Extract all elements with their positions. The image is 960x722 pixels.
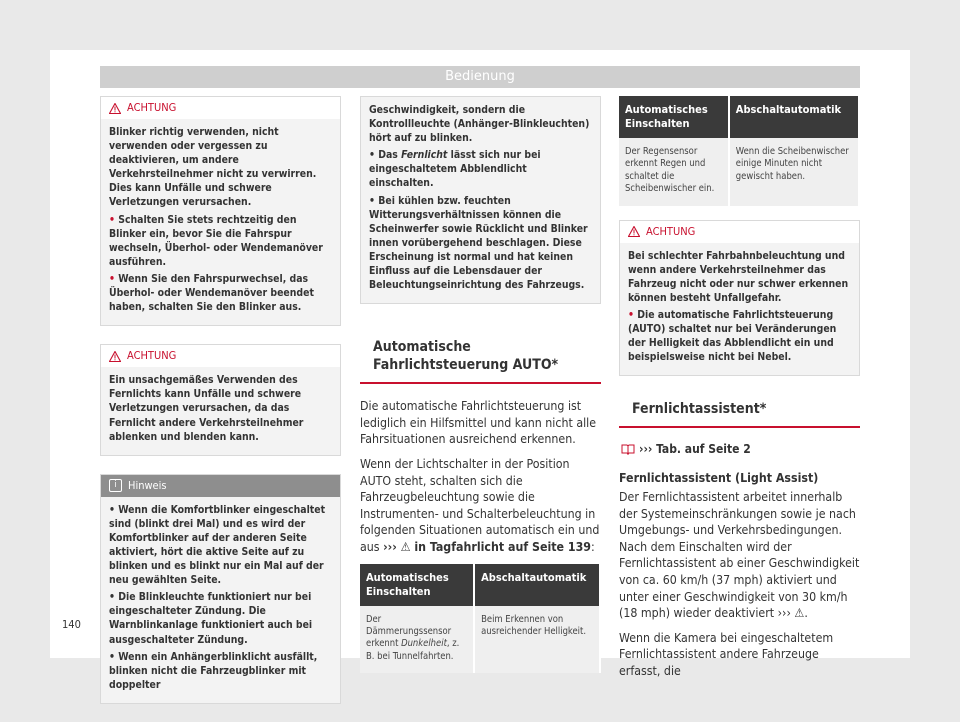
paragraph: Der Fernlichtassistent arbeitet innerhalb der Systemeinschränkungen sowie je nach Umgebungs- und Verkehrsbedingungen. Nach dem Einschalten wird der Fernlichtassistent ab einer Geschwindigkeit von ca. 60 km/h (37 mph) aktiviert und unter einer Geschwindigkeit von 30 km/h (18 mph) wieder deaktiviert ››› ⚠. [619,489,860,621]
warning-header [101,345,340,367]
warning-triangle-icon [109,103,121,114]
bullet-icon: • [628,309,638,321]
tab-link-text[interactable]: ››› Tab. auf Seite 2 [639,442,751,457]
bullet-text: Das [378,149,402,162]
warning-text: Ein unsachgemäßes Verwenden des Fernlichts kann Unfälle und schwere Verletzungen verursachen, da das Fernlicht andere Verkehrsteilnehmer ablenken und blenden kann. [109,374,304,443]
table-header: Automatisches Einschalten [619,96,729,138]
cell-text: Der Dämmerungssensor erkennt [366,613,452,650]
warning-header [101,97,340,119]
info-label: Hinweis [128,478,167,492]
column-3 [619,96,860,688]
warning-box-turn-signal [100,96,341,326]
warning-triangle-icon [628,226,640,237]
cell-text: , z. B. bei Tunnelfahrten. [366,638,460,662]
warning-intro: Bei schlechter Fahrbahnbeleuchtung und wenn andere Verkehrsteilnehmer das Fahrzeug nicht oder nur schwer erkennen können besteht Unfallgefahr. [628,249,849,304]
table-header: Automatisches Einschalten [360,564,474,606]
bullet-text: Die automatische Fahrlichtsteuerung (AUTO) schaltet nur bei Veränderungen der Helligkeit das Abblendlicht ein und beispielsweise nicht bei Nebel. [628,309,837,364]
info-bullet: • Wenn ein Anhängerblinklicht ausfällt, blinken nicht die Fahrzeugblinker mit doppelter [109,650,318,691]
bullet-text: Wenn Sie den Fahrspurwechsel, das Überhol- oder Wendemanöver beendet haben, schalten Sie den Blinker aus. [109,272,314,314]
warning-label: ACHTUNG [646,224,696,238]
warning-box-high-beam [100,344,341,455]
bullet-text: Wenn die Komfortblinker eingeschaltet sind (blinkt drei Mal) und es wird der Komfortblinker auf der anderen Seite aktiviert, hört die aktive Seite auf zu blinken und es blinkt nur ein Mal auf der neu gewählten Seite. [109,503,326,587]
warning-intro: Blinker richtig verwenden, nicht verwenden oder vergessen zu deaktivieren, um andere Verkehrsteilnehmer nicht zu verwirren. Dies kann Unfälle und schwere Verletzungen verursachen. [109,126,317,209]
emphasis: Fernlicht [401,149,448,162]
info-body [361,97,600,303]
info-text: Geschwindigkeit, sondern die Kontrollleuchte (Anhänger-Blinkleuchten) hört auf zu blinken. [369,104,590,145]
rain-sensor-table [619,96,860,206]
section-divider [619,426,860,428]
warning-label: ACHTUNG [127,349,177,363]
paragraph-text: Wenn der Lichtschalter in der Position AUTO steht, schalten sich die Fahrzeugbeleuchtung sowie die Instrumenten- und Schalterbeleuchtung in folgenden Situationen automatisch ein und aus [360,457,600,554]
section-title-auto-light: Automatische Fahrlichtsteuerung AUTO* [373,339,559,374]
paragraph: Wenn die Kamera bei eingeschaltetem Fernlichtassistent andere Fahrzeuge erfasst, die [619,630,834,678]
table-header: Abschaltautomatik [729,96,859,138]
bullet-icon: • [109,213,119,226]
warning-header [620,221,859,243]
warning-body [620,243,859,376]
table-cell: Der Regensensor erkennt Regen und schaltet die Scheibenwischer ein. [619,138,729,206]
cross-reference-link[interactable]: ››› ⚠ in Tagfahrlicht auf Seite 139 [383,539,591,554]
bullet-text: Wenn ein Anhängerblinklicht ausfällt, blinken nicht die Fahrzeugblinker mit doppelter [109,650,318,691]
table-header: Abschaltautomatik [474,564,600,606]
info-box-note [100,474,341,704]
table-row [360,606,600,674]
table-row [619,138,859,206]
bullet-text: Die Blinkleuchte funktioniert nur bei eingeschalteter Zündung. Die Warnblinkanlage funktioniert auch bei ausgeschalteter Zündung. [109,591,313,646]
table-header-row [619,96,859,138]
warning-bullet [109,272,332,314]
subheading: Fernlichtassistent (Light Assist) [619,471,819,486]
info-bullet: • Das Fernlicht lässt sich nur bei eingeschaltetem Abblendlicht einschalten. [369,149,541,190]
book-reference-icon [621,443,635,455]
paragraph [360,456,601,556]
bullet-text: Schalten Sie stets rechtzeitig den Blinker ein, bevor Sie die Fahrspur wechseln, Überhol- oder Wendemanöver ausführen. [109,213,323,268]
info-bullet: • Die Blinkleuchte funktioniert nur bei eingeschalteter Zündung. Die Warnblinkanlage funktioniert auch bei ausgeschalteter Zündung. [109,591,313,646]
bullet-text: lässt sich nur bei eingeschaltetem Abblendlicht einschalten. [369,149,541,190]
info-icon: i [109,479,122,492]
page-header: Bedienung [100,66,860,88]
paragraph: Die automatische Fahrlichtsteuerung ist lediglich ein Hilfsmittel und kann nicht alle Fahrsituationen ausreichend erkennen. [360,399,597,447]
info-header [101,475,340,497]
warning-body [101,367,340,454]
column-1 [100,96,341,722]
column-2 [360,96,601,689]
table-cell: Wenn die Scheibenwischer einige Minuten nicht gewischt haben. [729,138,859,206]
warning-bullet [109,213,332,269]
section-divider [360,382,601,384]
info-bullet: • Bei kühlen bzw. feuchten Witterungsverhältnissen können die Scheinwerfer sowie Rücklicht und Blinker innen vorübergehend beschlagen. Diese Erscheinung ist normal und hat keinen Einfluss auf die Lebensdauer der Beleuchtungseinrichtung des Fahrzeugs. [369,194,588,292]
paragraph-text: : [590,539,595,554]
tab-link[interactable] [621,442,860,456]
bullet-icon: • [109,272,119,285]
page-number: 140 [62,618,81,631]
emphasis: Dunkelheit [401,638,447,650]
warning-triangle-icon [109,351,121,362]
warning-label: ACHTUNG [127,101,177,114]
section-title-high-beam-assist: Fernlichtassistent* [632,401,767,418]
table-cell: Beim Erkennen von ausreichender Helligkeit. [474,606,600,674]
table-cell [360,606,474,674]
bullet-text: Bei kühlen bzw. feuchten Witterungsverhältnissen können die Scheinwerfer sowie Rücklicht und Blinker innen vorübergehend beschlagen. Diese Erscheinung ist normal und hat keinen Einfluss auf die Lebensdauer der Beleuchtungseinrichtung des Fahrzeugs. [369,194,588,292]
info-box-continued [360,96,601,304]
info-bullet: • Wenn die Komfortblinker eingeschaltet sind (blinkt drei Mal) und es wird der Komfortblinker auf der anderen Seite aktiviert, hört die aktive Seite auf zu blinken und es blinkt nur ein Mal auf der neu gewählten Seite. [109,503,326,587]
auto-light-table [360,564,601,674]
table-header-row [360,564,600,606]
warning-box-auto-light [619,220,860,377]
warning-body [101,119,340,325]
warning-bullet [628,308,851,364]
info-body [101,497,340,703]
